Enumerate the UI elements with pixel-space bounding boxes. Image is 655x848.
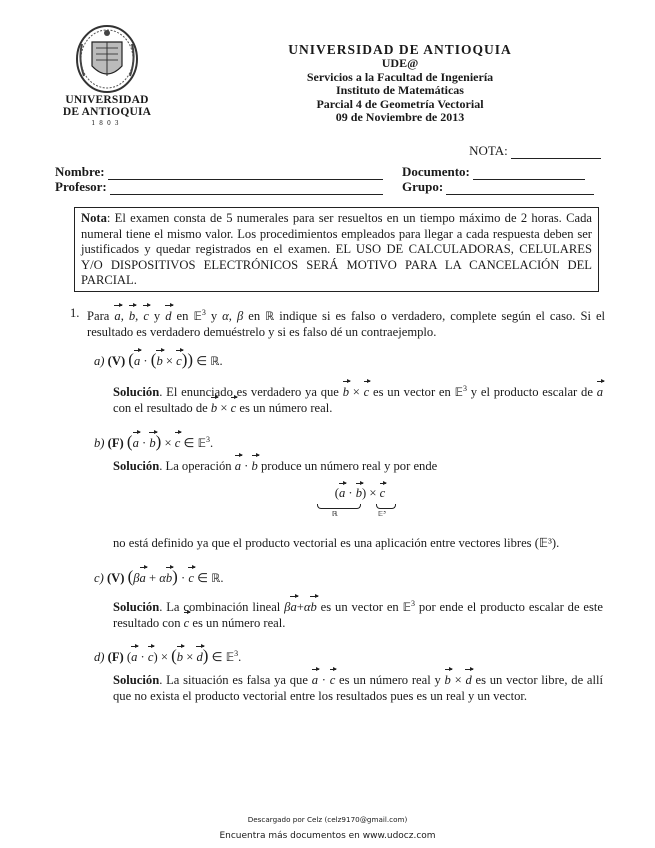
item-a-solution-label: Solución <box>113 385 160 400</box>
item-a: a) (V) (a · (b × c)) ∈ ℝ. <box>94 350 223 369</box>
nombre-label: Nombre: <box>55 164 105 179</box>
grupo-field <box>402 179 594 195</box>
nota-line[interactable] <box>511 147 601 159</box>
question-number: 1. <box>70 306 80 320</box>
logo-year: 1803 <box>91 120 123 127</box>
note-text: : El examen consta de 5 numerales para ser resueltos en un tiempo máximo de 2 horas. Cada numeral tiene el mismo valor. Los procedimientos empleados para llegar a cada respuesta deben ser justificados y quedar registrados en el examen. EL USO DE CALCULADORAS, CELULARES Y/O DISPOSITIVOS ELECTRÓNICOS SERÁ MOTIVO PARA LA CANCELACIÓN DEL PARCIAL. <box>81 211 592 287</box>
item-b: b) (F) (a · b) × c ∈ 𝔼$^3$. <box>94 432 214 452</box>
profesor-line[interactable] <box>110 183 383 195</box>
item-d-answer: (F) <box>107 650 124 665</box>
question-1: 1. Para a, b, c y d en 𝔼$^3$ y α, β en ℝ indique si es falso o verdadero, complete según el caso. Si el resultado es verdadero demuéstrelo y si es falso dé un contraejemplo. <box>70 306 606 340</box>
item-b-solution-label: Solución <box>113 459 160 473</box>
item-c-solution: Solución. La combinación lineal βa+αb es un vector en 𝔼$^3$ por ende el producto escalar de este resultado con c es un número real. <box>113 599 604 631</box>
download-credit: Descargado por Celz (celz9170@gmail.com) <box>247 815 408 824</box>
item-d-solution: Solución. La situación es falsa ya que a · c es un número real y b × d es un vector libre, de allí que no exista el producto vectorial entre los resultados pues es un real y un vector. <box>113 673 603 703</box>
item-d: d) (F) (a · c) × (b × d) ∈ 𝔼$^3$. <box>94 646 242 666</box>
documento-field <box>402 164 585 180</box>
logo-name-line1: UNIVERSIDAD <box>65 94 149 106</box>
item-b-solution: Solución. La operación a · b produce un número real y por ende <box>113 459 438 473</box>
item-a-solution: Solución. El enunciado es verdadero ya que b × c es un vector en 𝔼$^3$ y el producto escalar de a con el resultado de b × c es un número real. <box>113 384 603 416</box>
more-documents-link[interactable]: Encuentra más documentos en www.udocz.com <box>219 831 436 841</box>
documento-label: Documento: <box>402 164 470 179</box>
university-title: UNIVERSIDAD DE ANTIOQUIA <box>288 42 512 57</box>
grupo-line[interactable] <box>446 183 594 195</box>
item-a-label: a) <box>94 354 105 368</box>
item-b-label: b) <box>94 436 105 451</box>
item-d-tail: libre, de allí que no exista el producto vectorial entre los resultados pues es un real y un vector. <box>113 673 603 703</box>
header-line-3: Servicios a la Facultad de Ingeniería <box>306 69 494 84</box>
university-logo <box>58 24 156 127</box>
shield-emblem-icon <box>72 24 142 94</box>
item-a-answer: (V) <box>107 354 126 368</box>
item-c-solution-label: Solución <box>113 600 160 615</box>
exam-header <box>240 42 560 125</box>
item-c-answer: (V) <box>106 571 125 585</box>
header-line-4: Instituto de Matemáticas <box>336 83 464 97</box>
header-line-5: Parcial 4 de Geometría Vectorial <box>316 96 484 111</box>
exam-instructions-box <box>74 207 599 292</box>
nota-label: NOTA: <box>469 143 508 158</box>
profesor-label: Profesor: <box>55 179 107 194</box>
nota-field <box>469 143 601 159</box>
note-label: Nota <box>81 211 107 225</box>
nombre-field <box>55 164 383 180</box>
profesor-field <box>55 179 383 195</box>
underbrace-real <box>317 504 361 509</box>
item-c: c) (V) (βa + αb) · c ∈ ℝ. <box>94 567 224 586</box>
underbrace-equation: (a · b) × c ℝ 𝔼³ <box>300 486 420 501</box>
item-d-label: d) <box>94 650 105 665</box>
item-d-solution-label: Solución <box>113 673 160 687</box>
item-c-label: c) <box>94 571 104 585</box>
header-line-6: 09 de Noviembre de 2013 <box>335 110 465 124</box>
grupo-label: Grupo: <box>402 179 444 194</box>
logo-name-line2: DE ANTIOQUIA <box>62 106 152 118</box>
underbrace-e3 <box>376 504 396 509</box>
item-b-answer: (F) <box>107 436 124 451</box>
item-b-tail: no está definido ya que el producto vectorial es una aplicación entre vectores libres (𝔼³). <box>113 536 560 550</box>
question-text-end: Si el resultado es verdadero demuéstrelo y si es falso dé un contraejemplo. <box>87 309 606 340</box>
header-line-2: UDE@ <box>381 56 419 70</box>
